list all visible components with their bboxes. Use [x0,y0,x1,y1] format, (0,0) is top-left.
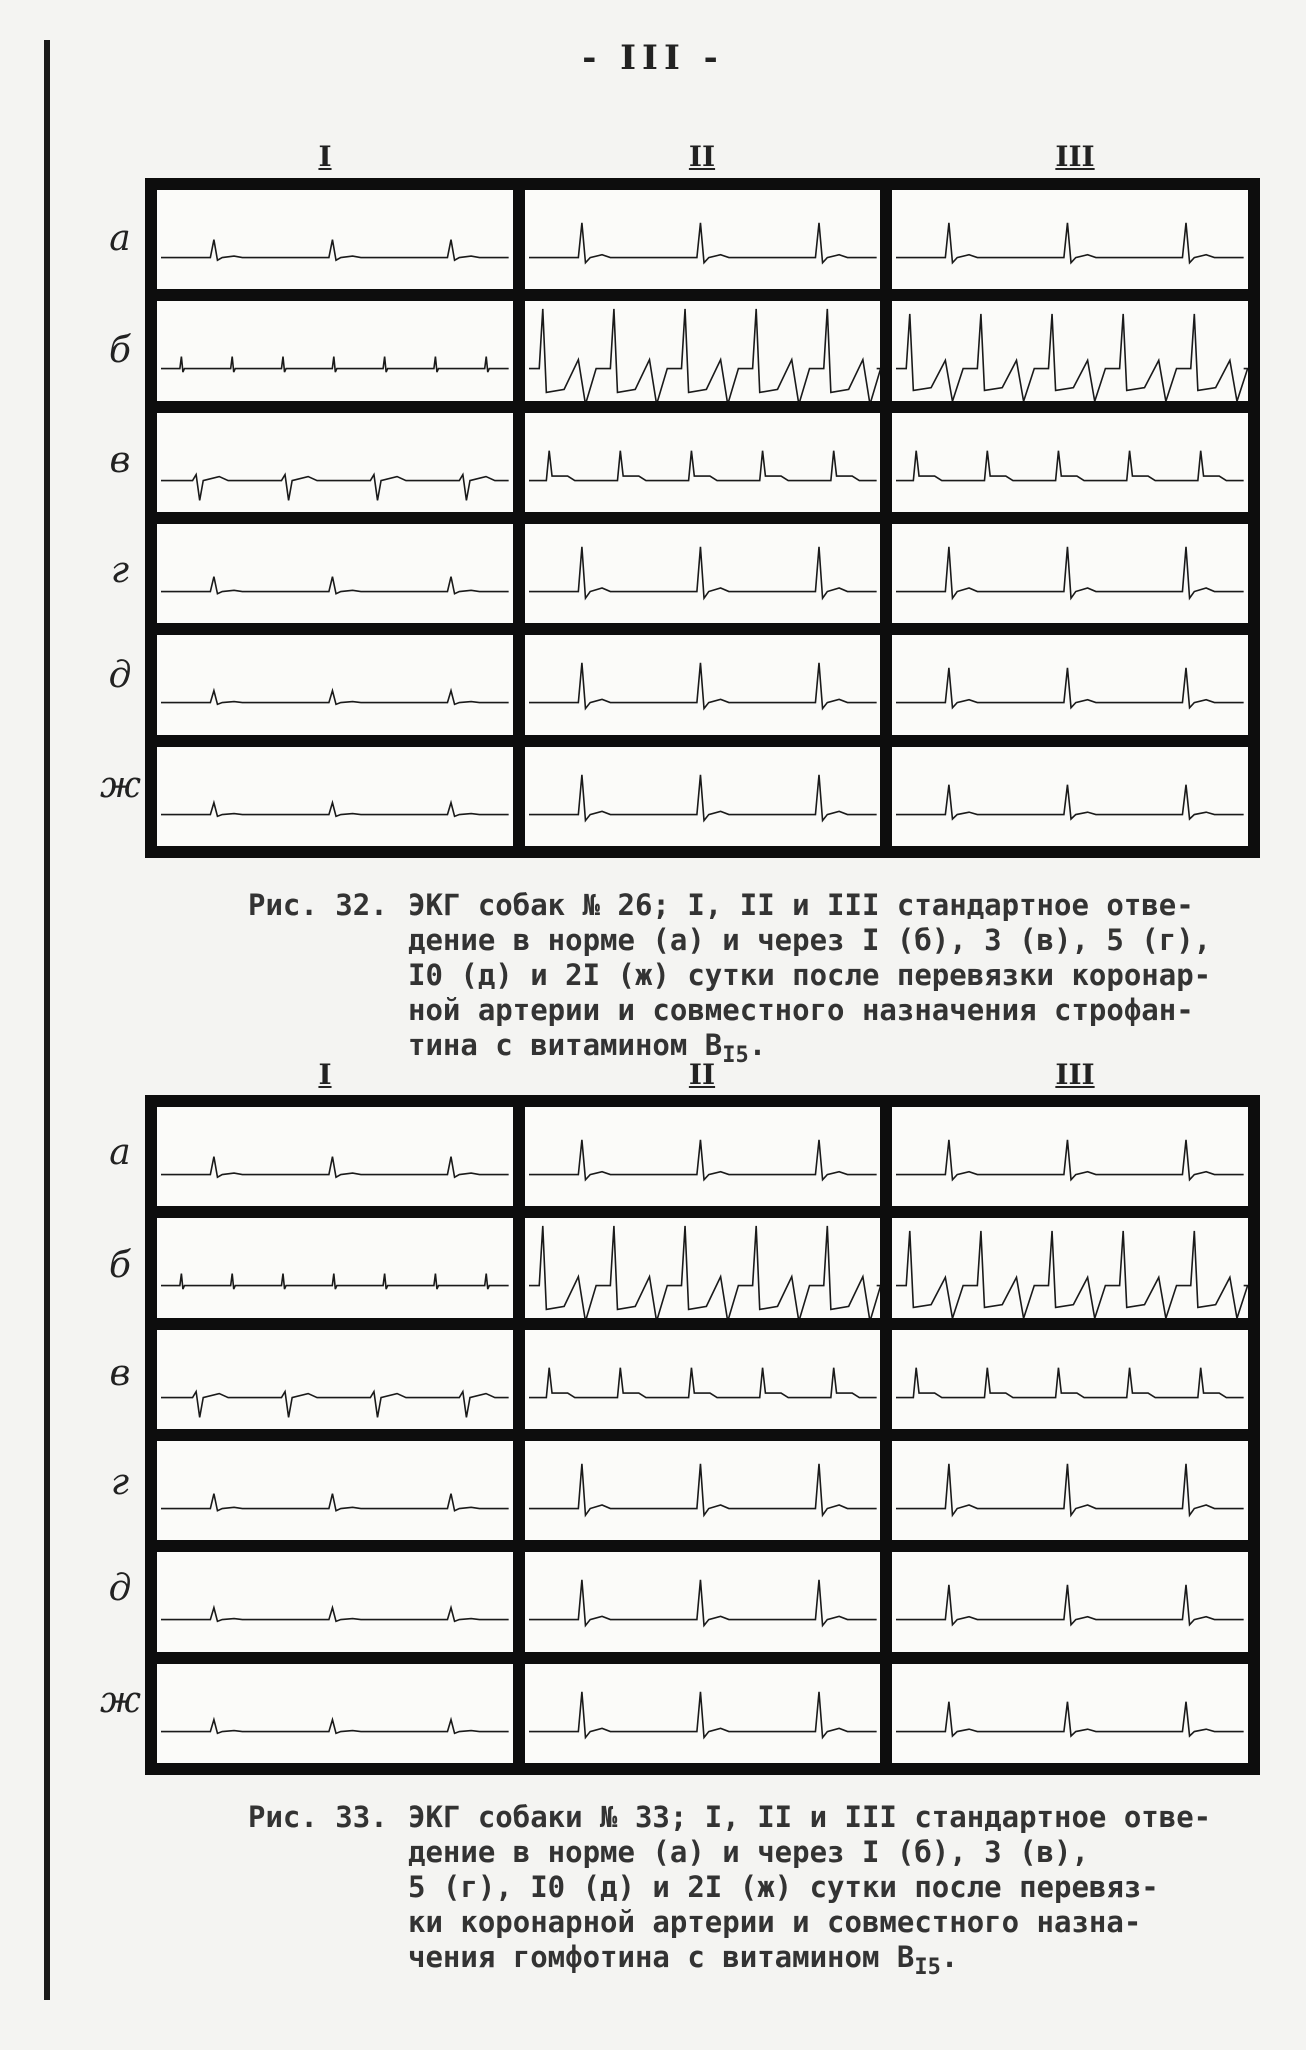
ecg-panel [157,635,513,734]
ecg-waveform [529,547,877,598]
ecg-panel [157,1218,513,1317]
caption-line: I0 (д) и 2I (ж) сутки после перевязки коронар- [408,958,1212,992]
lead-label-I: I [318,1058,332,1091]
ecg-panel [525,524,881,623]
ecg-trace [892,1107,1248,1206]
ecg-panel [892,1441,1248,1540]
ecg-waveform [896,1464,1244,1515]
ecg-waveform [529,1226,881,1317]
ecg-waveform [161,577,509,594]
ecg-waveform [161,1608,509,1622]
ecg-trace [892,1330,1248,1429]
ecg-panel [525,301,881,400]
lead-label-III: III [1055,1058,1095,1091]
ecg-panel [892,413,1248,512]
row-label-zh: ж [100,1680,141,1721]
ecg-panel [157,1107,513,1206]
ecg-waveform [896,314,1248,400]
ecg-panel [525,1664,881,1763]
ecg-panel [892,524,1248,623]
ecg-panel [892,1330,1248,1429]
ecg-panel [157,1552,513,1651]
row-label-b: б [109,1245,131,1286]
ecg-panel [525,1330,881,1429]
ecg-trace [525,635,881,734]
ecg-trace [525,1218,881,1317]
lead-label-II: II [688,1058,716,1091]
ecg-trace [525,1441,881,1540]
ecg-waveform [161,691,509,705]
ecg-waveform [161,802,509,816]
ecg-grid [145,1095,1260,1775]
ecg-panel [525,413,881,512]
ecg-waveform [161,240,509,261]
ecg-panel [157,190,513,289]
caption-line: ЭКГ собак № 26; I, II и III стандартное отве- [408,888,1194,922]
ecg-panel [157,413,513,512]
ecg-trace [892,524,1248,623]
row-label-zh: ж [100,765,141,806]
row-label-g: г [110,1462,130,1503]
ecg-waveform [161,1274,509,1289]
caption-end: . [940,1940,959,1974]
caption-line: ЭКГ собаки № 33; I, II и III стандартное отве- [408,1800,1212,1834]
caption-line: ной артерии и совместного назначения строфан- [408,993,1194,1027]
ecg-waveform [896,1231,1248,1317]
ecg-panel [892,301,1248,400]
figure-caption [248,888,1258,1073]
ecg-panel [157,301,513,400]
ecg-trace [525,301,881,400]
ecg-waveform [161,474,509,500]
page-number: - III - [582,38,724,78]
ecg-waveform [529,1580,877,1626]
ecg-panel [525,1552,881,1651]
ecg-trace [525,1330,881,1429]
ecg-waveform [896,1367,1244,1397]
caption-line: 5 (г), I0 (д) и 2I (ж) сутки после перевяз- [408,1870,1159,1904]
ecg-trace [157,1552,513,1651]
ecg-waveform [161,1157,509,1178]
lead-label-III: III [1055,140,1095,173]
ecg-panel [892,1664,1248,1763]
ecg-panel [892,1218,1248,1317]
lead-label-II: II [688,140,716,173]
row-label-v: в [109,440,131,481]
ecg-waveform [529,223,877,263]
ecg-trace [892,747,1248,846]
ecg-waveform [896,223,1244,263]
ecg-trace [157,1218,513,1317]
ecg-trace [157,413,513,512]
ecg-panel [892,635,1248,734]
row-label-a: а [109,218,131,259]
ecg-waveform [161,357,509,372]
ecg-waveform [529,1140,877,1180]
ecg-trace [892,190,1248,289]
lead-label-I: I [318,140,332,173]
caption-line: дение в норме (а) и через I (б), 3 (в), 5 (г), [408,923,1212,957]
ecg-waveform [896,547,1244,598]
ecg-trace [157,1330,513,1429]
caption-label: Рис. 33. [248,1800,388,1834]
ecg-trace [892,413,1248,512]
row-label-v: в [109,1353,131,1394]
ecg-trace [157,524,513,623]
ecg-waveform [529,1691,877,1737]
ecg-trace [525,1552,881,1651]
row-label-d: д [108,655,132,696]
ecg-waveform [161,1719,509,1733]
ecg-trace [892,301,1248,400]
ecg-panel [892,747,1248,846]
caption-line: ки коронарной артерии и совместного назна- [408,1905,1142,1939]
figure-caption [248,1800,1258,1985]
ecg-waveform [529,1367,877,1397]
ecg-waveform [896,1140,1244,1180]
ecg-trace [157,1107,513,1206]
ecg-trace [892,1218,1248,1317]
ecg-panel [157,747,513,846]
ecg-panel [525,747,881,846]
ecg-panel [525,1107,881,1206]
ecg-panel [892,190,1248,289]
ecg-trace [892,635,1248,734]
ecg-trace [892,1552,1248,1651]
ecg-grid [145,178,1260,858]
ecg-trace [892,1441,1248,1540]
ecg-trace [525,413,881,512]
ecg-trace [157,635,513,734]
ecg-waveform [161,1494,509,1511]
ecg-waveform [896,1585,1244,1625]
ecg-panel [157,1664,513,1763]
ecg-waveform [529,309,881,400]
ecg-waveform [896,450,1244,480]
ecg-waveform [896,784,1244,818]
ecg-panel [525,190,881,289]
ecg-panel [525,635,881,734]
ecg-trace [525,190,881,289]
ecg-trace [157,747,513,846]
row-label-a: а [109,1132,131,1173]
ecg-trace [525,747,881,846]
ecg-trace [157,301,513,400]
caption-line: дение в норме (а) и через I (б), 3 (в), [408,1835,1089,1869]
caption-line: тина с витамином В [408,1028,723,1062]
ecg-panel [525,1441,881,1540]
row-label-d: д [108,1568,132,1609]
row-label-g: г [110,550,130,591]
ecg-panel [892,1552,1248,1651]
ecg-trace [892,1664,1248,1763]
margin-rule [44,40,50,2000]
ecg-waveform [529,450,877,480]
row-label-b: б [109,330,131,371]
ecg-waveform [896,1701,1244,1735]
ecg-panel [157,1330,513,1429]
ecg-waveform [161,1391,509,1417]
caption-label: Рис. 32. [248,888,388,922]
ecg-trace [525,524,881,623]
ecg-waveform [529,1464,877,1515]
ecg-trace [157,1664,513,1763]
ecg-waveform [529,663,877,709]
caption-end: . [748,1028,767,1062]
ecg-trace [525,1107,881,1206]
ecg-waveform [896,668,1244,708]
caption-subscript: I5 [722,1042,749,1068]
ecg-panel [892,1107,1248,1206]
ecg-trace [157,190,513,289]
ecg-trace [157,1441,513,1540]
caption-subscript: I5 [914,1954,941,1980]
ecg-waveform [529,774,877,820]
ecg-trace [525,1664,881,1763]
caption-line: чения гомфотина с витамином В [408,1940,915,1974]
ecg-panel [157,524,513,623]
ecg-panel [525,1218,881,1317]
ecg-panel [157,1441,513,1540]
